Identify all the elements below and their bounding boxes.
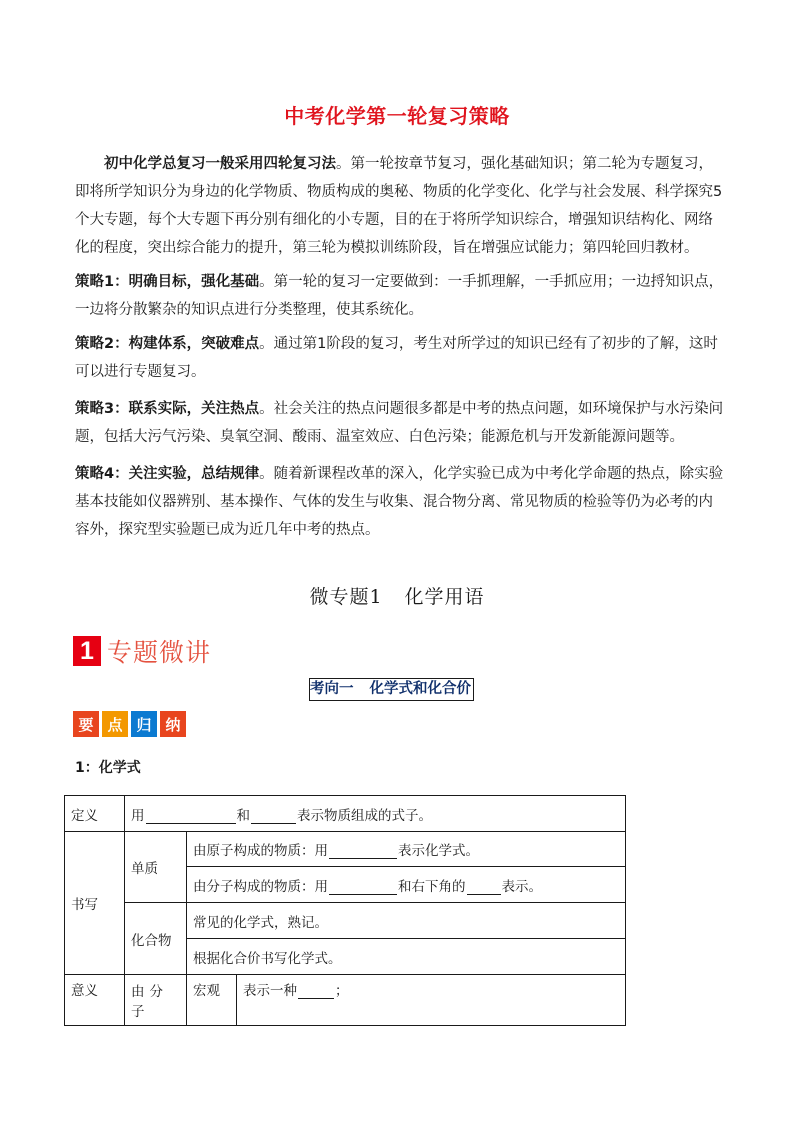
section-number-badge: 1: [73, 636, 101, 666]
strategy-2-body: 。通过第1阶段的复习，考生对所学过的知识已经有了初步的了解，这时可以进行专题复习。: [75, 336, 718, 380]
danzhi-text: 由原子构成的物质：用: [193, 843, 328, 859]
intro-lead: 初中化学总复习一般采用四轮复习法: [104, 156, 336, 172]
huahewu-row-1: 常见的化学式，熟记。: [187, 903, 626, 939]
dingyi-text: 表示物质组成的式子。: [297, 807, 432, 824]
strategy-4: [75, 460, 725, 544]
yiyi-macro: 宏观: [187, 975, 237, 1026]
row-header-shuxie: 书写: [65, 832, 125, 975]
fill-blank: [146, 808, 236, 824]
strategy-1-body: 。第一轮的复习一定要做到：一手抓理解，一手抓应用；一边捋知识点，一边将分散繁杂的知识点进行分类整理，使其系统化。: [75, 274, 724, 318]
table-row: [65, 975, 626, 1026]
yaodian-guina-badge: [73, 711, 186, 737]
strategy-1-lead: 策略1：明确目标，强化基础: [75, 274, 260, 290]
fill-blank: [329, 879, 397, 895]
section-header: [73, 636, 211, 666]
yaodian-char: 要: [73, 711, 99, 737]
strategy-1: [75, 268, 725, 324]
micro-topic-label: 微专题1: [309, 586, 383, 608]
kaoxiang-box: [309, 678, 474, 701]
row-header-yiyi: 意义: [65, 975, 125, 1026]
huahewu-row-2: 根据化合价书写化学式。: [187, 939, 626, 975]
danzhi-label: 单质: [125, 832, 187, 903]
danzhi-text: 表示化学式。: [398, 843, 479, 859]
kaoxiang-name: 化学式和化合价: [369, 681, 471, 697]
strategy-3: [75, 395, 725, 451]
table-row: [65, 903, 626, 939]
dingyi-text: 和: [236, 807, 250, 824]
section-label: 专题微讲: [107, 638, 212, 667]
table-row: [65, 832, 626, 867]
danzhi-text: 和右下角的: [398, 878, 466, 895]
yaodian-char: 纳: [160, 711, 186, 737]
strategy-4-body: 。随着新课程改革的深入，化学实验已成为中考化学命题的热点，除实验基本技能如仪器辨别、基本操作、气体的发生与收集、混合物分离、常见物质的检验等仍为必考的内容外，探究型实验题已成为近几年中考的热点。: [75, 466, 724, 538]
chemical-formula-table: [64, 795, 626, 1026]
fill-blank: [251, 808, 296, 824]
danzhi-text: 表示。: [501, 878, 542, 895]
yiyi-content: [237, 975, 626, 1026]
yaodian-char: 归: [131, 711, 157, 737]
intro-body: 。第一轮按章节复习，强化基础知识；第二轮为专题复习，即将所学知识分为身边的化学物质、物质构成的奥秘、物质的化学变化、化学与社会发展、科学探究5个大专题，每个大专题下再分别有细化的小专题，目的在于将所学知识综合，增强知识结构化、网络化的程度，突出综合能力的提升，第三轮为模拟训练阶段，旨在增强应试能力；第四轮回归教材。: [75, 156, 723, 256]
dingyi-content: [125, 796, 626, 832]
huahewu-label: 化合物: [125, 903, 187, 975]
fill-blank: [467, 879, 501, 895]
danzhi-row-2: [187, 867, 626, 903]
strategy-3-lead: 策略3：联系实际，关注热点: [75, 401, 260, 417]
micro-topic-name: 化学用语: [404, 586, 485, 608]
micro-topic-title: [0, 582, 794, 609]
sub-heading: 1：化学式: [75, 760, 141, 776]
danzhi-row-1: [187, 832, 626, 867]
yiyi-text: ；: [335, 983, 349, 999]
page-title: 中考化学第一轮复习策略: [284, 104, 510, 128]
kaoxiang-label: 考向一: [310, 681, 354, 697]
yaodian-char: 点: [102, 711, 128, 737]
dingyi-text: 用: [131, 807, 145, 824]
yiyi-sub: 由分子: [125, 975, 187, 1026]
row-header-dingyi: 定义: [65, 796, 125, 832]
strategy-4-lead: 策略4：关注实验，总结规律: [75, 466, 260, 482]
strategy-2-lead: 策略2：构建体系，突破难点: [75, 336, 260, 352]
danzhi-text: 由分子构成的物质：用: [193, 878, 328, 895]
fill-blank: [329, 843, 397, 859]
yiyi-text: 表示一种: [243, 983, 297, 999]
intro-paragraph: [75, 150, 725, 262]
strategy-2: [75, 330, 725, 386]
fill-blank: [298, 983, 334, 999]
strategy-3-body: 。社会关注的热点问题很多都是中考的热点问题，如环境保护与水污染问题，包括大污气污染、臭氧空洞、酸雨、温室效应、白色污染；能源危机与开发新能源问题等。: [75, 401, 724, 445]
table-row: [65, 796, 626, 832]
